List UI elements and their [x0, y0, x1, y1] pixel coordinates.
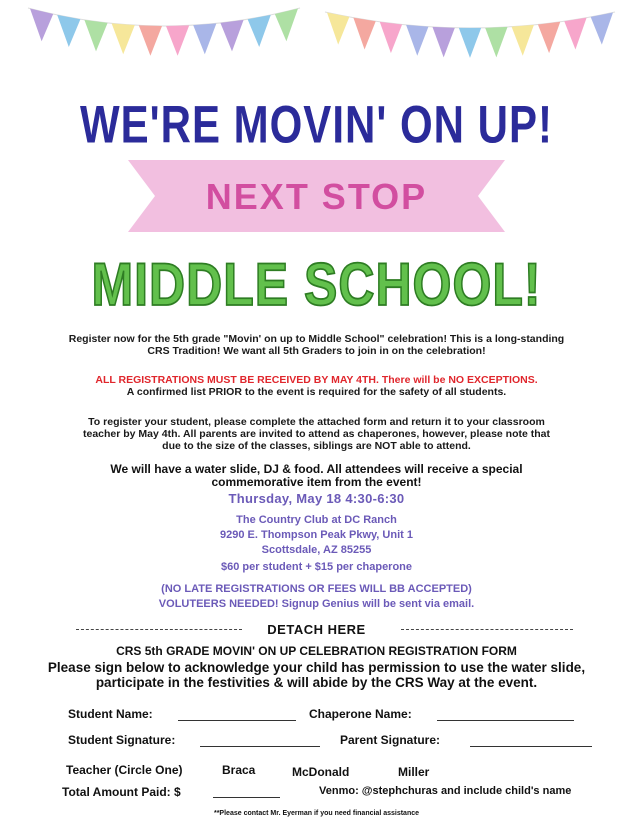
bunting-flag	[166, 25, 189, 55]
student-signature-label: Student Signature:	[68, 733, 176, 747]
registration-instructions: To register your student, please complete the attached form and return it to your classroom teacher by May 4th. All parents are invited to attend as chaperones, however, please note that due to the size of the classes, siblings are NOT able to attend.	[82, 416, 550, 452]
bunting-flag	[485, 27, 507, 57]
event-date: Thursday, May 18 4:30-6:30	[228, 491, 405, 506]
bunting-flag	[139, 25, 162, 55]
deadline-notice: ALL REGISTRATIONS MUST BE RECEIVED BY MAY 4TH. There will be NO EXCEPTIONS. A confirmed list PRIOR to the event is required for the safety of all students.	[95, 374, 538, 398]
bunting-flag	[459, 28, 481, 58]
total-paid-field[interactable]	[213, 797, 280, 798]
chaperone-name-label: Chaperone Name:	[309, 707, 412, 721]
teacher-label: Teacher (Circle One)	[66, 763, 183, 777]
bunting-flag	[380, 22, 402, 53]
volunteer-notice: VOLUTEERS NEEDED! Signup Genius will be sent via email.	[158, 598, 475, 610]
late-notice: (NO LATE REGISTRATIONS OR FEES WILL BB ACCEPTED)	[161, 583, 472, 595]
student-name-field[interactable]	[178, 720, 296, 721]
bunting-flag	[406, 25, 428, 56]
detach-line-right	[401, 629, 573, 630]
bunting-flag	[112, 23, 135, 54]
student-signature-field[interactable]	[200, 746, 320, 747]
form-acknowledgement: Please sign below to acknowledge your child has permission to use the water slide, participate in the festivities & will abide by the CRS Way at the event.	[47, 660, 586, 690]
detach-here-label: DETACH HERE	[267, 622, 366, 637]
teacher-option-miller[interactable]: Miller	[398, 765, 430, 779]
bunting-flag	[30, 9, 53, 42]
form-title: CRS 5th GRADE MOVIN' ON UP CELEBRATION REGISTRATION FORM	[116, 644, 517, 658]
event-price: $60 per student + $15 per chaperone	[220, 561, 413, 573]
headline-moving-up: WE'RE MOVIN' ON UP!	[80, 95, 553, 154]
headline-next-stop: NEXT STOP	[205, 176, 428, 217]
total-paid-label: Total Amount Paid: $	[62, 785, 181, 799]
bunting-flag	[57, 15, 80, 47]
parent-signature-label: Parent Signature:	[340, 733, 441, 747]
bunting-flag	[538, 22, 560, 53]
chaperone-name-field[interactable]	[437, 720, 574, 721]
student-name-label: Student Name:	[68, 707, 153, 721]
bunting-flag	[275, 9, 298, 42]
bunting-flag	[564, 18, 586, 50]
intro-text: Register now for the 5th grade "Movin' on up to Middle School" celebration! This is a long-standing CRS Tradition! We want all 5th Graders to join in on the celebration!	[68, 333, 565, 357]
bunting-flag	[512, 25, 534, 56]
financial-assistance-note: **Please contact Mr. Eyerman if you need financial assistance	[213, 810, 420, 817]
bunting-flag	[84, 20, 107, 52]
bunting-flag	[248, 15, 271, 47]
bunting-flag	[327, 12, 349, 44]
event-location: The Country Club at DC Ranch 9290 E. Thompson Peak Pkwy, Unit 1 Scottsdale, AZ 85255	[220, 514, 413, 556]
teacher-option-braca[interactable]: Braca	[222, 763, 256, 777]
bunting-flag	[353, 18, 375, 50]
bunting-flag	[591, 12, 613, 44]
bunting-flag	[432, 27, 454, 57]
teacher-option-mcdonald[interactable]: McDonald	[292, 765, 350, 779]
bunting-flags	[0, 0, 633, 80]
parent-signature-field[interactable]	[470, 746, 592, 747]
bunting-flag	[220, 20, 243, 52]
venmo-note: Venmo: @stephchuras and include child's name	[319, 785, 572, 797]
event-activities: We will have a water slide, DJ & food. All attendees will receive a special commemorative item from the event!	[110, 462, 523, 489]
headline-middle-school: MIDDLE SCHOOL!	[91, 251, 542, 319]
bunting-flag	[193, 23, 216, 54]
